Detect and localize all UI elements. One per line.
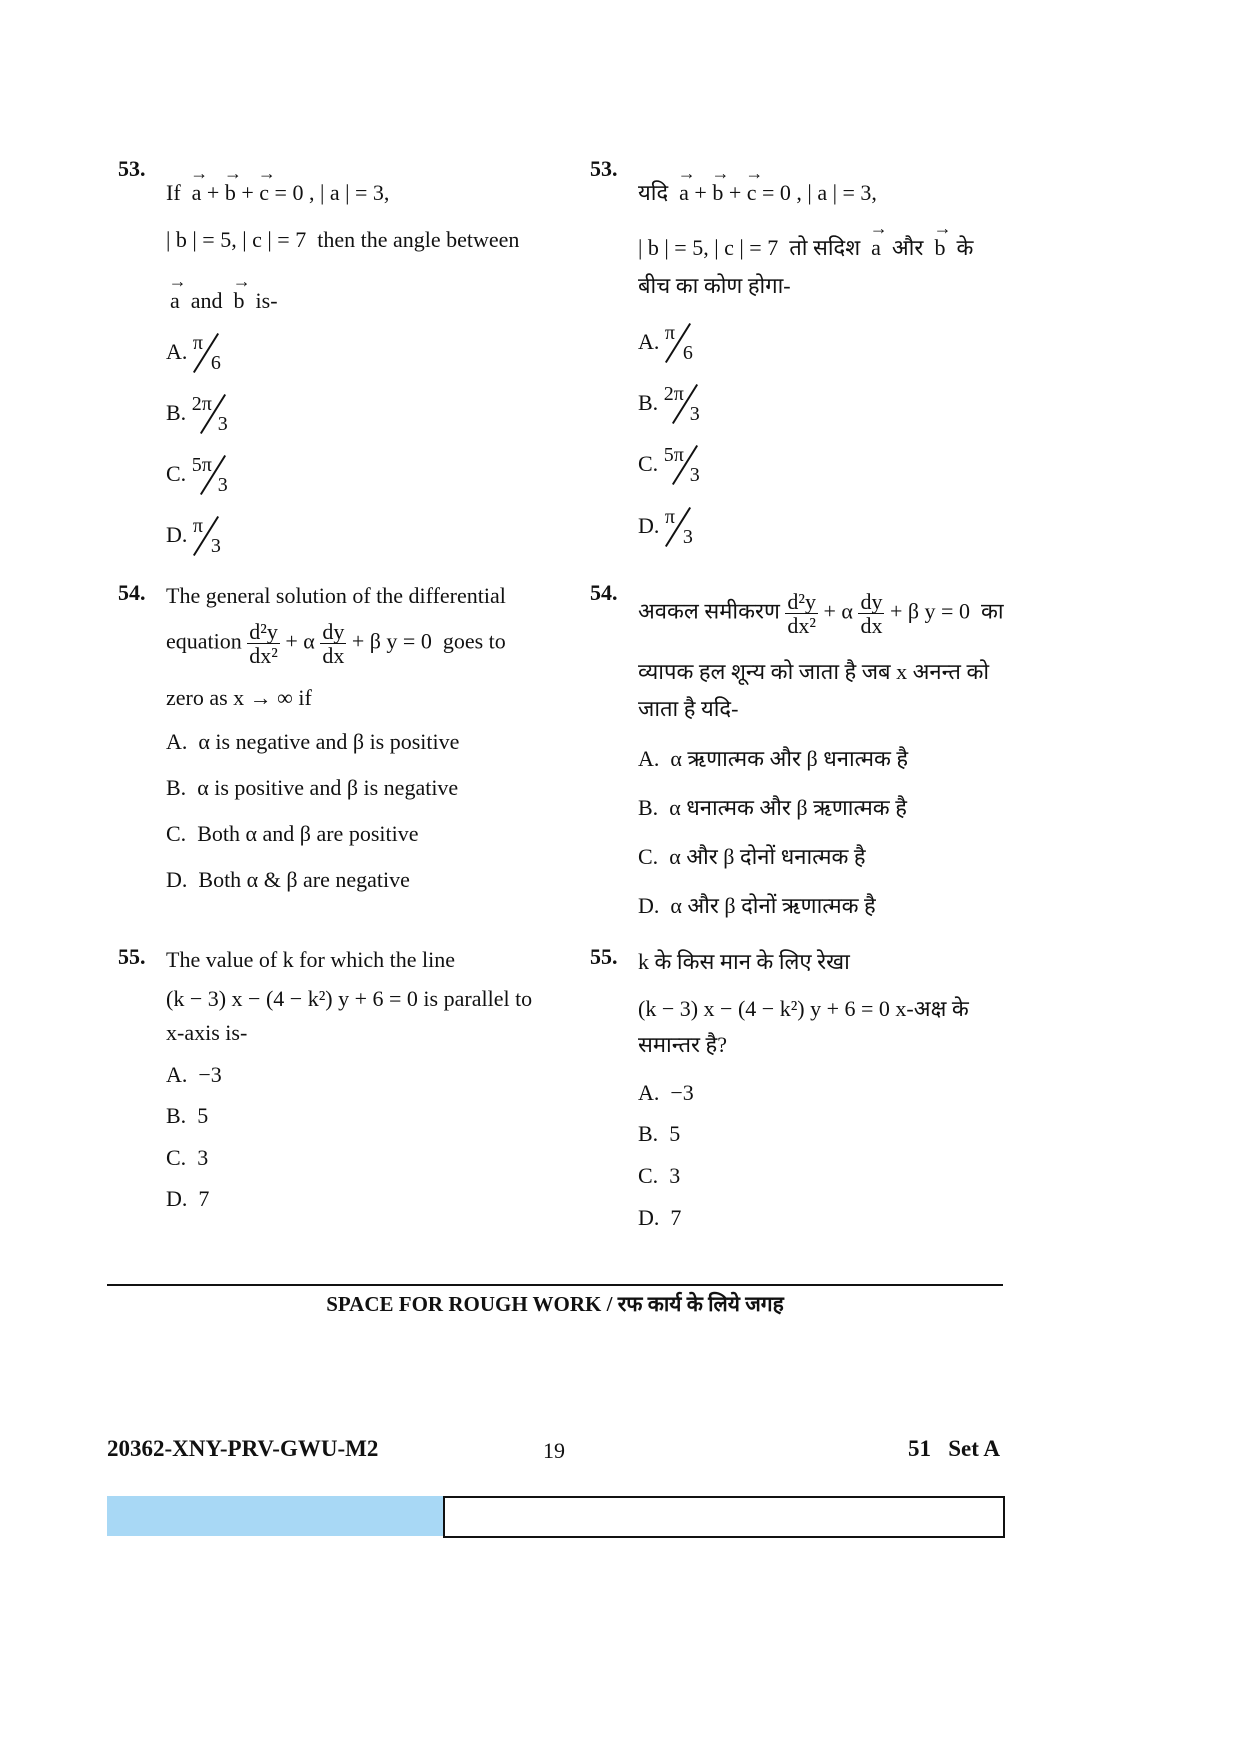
- paper-code: 20362-XNY-PRV-GWU-M2: [107, 1436, 379, 1461]
- option-d[interactable]: D. 7: [638, 1205, 682, 1230]
- option-a[interactable]: A. α is negative and β is positive: [166, 729, 460, 754]
- fraction: $\frac{\text{d²y}}{\text{dx²}}$: [249, 619, 278, 669]
- question-number: 54.: [118, 580, 146, 605]
- question-text: यदि → a + → b + → c = 0 , | a | = 3,: [638, 172, 877, 207]
- option-b[interactable]: B. 2π 3: [166, 393, 240, 437]
- set-label: 51 Set A: [908, 1436, 1000, 1461]
- fraction: 5π 3: [191, 454, 228, 496]
- option-d[interactable]: D. π 3: [638, 506, 703, 550]
- option-b[interactable]: B. 2π 3: [638, 383, 712, 427]
- option-c[interactable]: C. 3: [638, 1163, 681, 1188]
- fraction: $\frac{dy}{dx}$: [322, 619, 345, 669]
- question-text: (k − 3) x − (4 − k²) y + 6 = 0 x-अक्ष के: [638, 996, 969, 1021]
- divider: [107, 1284, 1003, 1286]
- option-d[interactable]: D. 7: [166, 1186, 210, 1211]
- option-a[interactable]: A. α ऋणात्मक और β धनात्मक है: [638, 746, 909, 771]
- page-number: 19: [543, 1438, 565, 1463]
- option-b[interactable]: B. 5: [166, 1103, 209, 1128]
- footer-empty-box: [443, 1496, 1005, 1538]
- question-text: | b | = 5, | c | = 7 तो सदिश → a और → b के: [638, 227, 973, 262]
- fraction: 5π 3: [663, 444, 700, 486]
- option-b[interactable]: B. α धनात्मक और β ऋणात्मक है: [638, 795, 907, 820]
- footer-color-bar: [107, 1496, 443, 1536]
- option-c[interactable]: C. α और β दोनों धनात्मक है: [638, 844, 866, 869]
- fraction: π 3: [664, 506, 693, 548]
- question-text: बीच का कोण होगा-: [638, 273, 791, 298]
- fraction: π 3: [192, 515, 221, 557]
- question-text: The value of k for which the line: [166, 947, 455, 972]
- question-number: 53.: [590, 156, 618, 181]
- question-text: k के किस मान के लिए रेखा: [638, 949, 850, 974]
- option-a[interactable]: A. −3: [166, 1062, 222, 1087]
- question-text: समान्तर है?: [638, 1032, 727, 1057]
- fraction: π 6: [664, 322, 693, 364]
- option-b[interactable]: B. α is positive and β is negative: [166, 775, 459, 800]
- question-text: If → a + → b + → c = 0 , | a | = 3,: [166, 172, 389, 206]
- option-c[interactable]: C. 3: [166, 1145, 209, 1170]
- option-a[interactable]: A. −3: [638, 1080, 694, 1105]
- fraction: 2π 3: [663, 383, 700, 425]
- option-c[interactable]: C. Both α and β are positive: [166, 821, 419, 846]
- question-text: | b | = 5, | c | = 7 then the angle between: [166, 227, 520, 252]
- fraction: π 6: [192, 332, 221, 374]
- fraction: $\frac{dy}{dx}$: [860, 589, 883, 639]
- question-number: 55.: [118, 944, 146, 969]
- option-d[interactable]: D. π 3: [166, 515, 231, 559]
- option-c[interactable]: C. 5π 3: [166, 454, 240, 498]
- option-c[interactable]: C. 5π 3: [638, 444, 712, 488]
- question-text: अवकल समीकरण $\frac{\text{d²y}}{\text{dx²}}$ + α $\frac{dy}{dx}$ + β y = 0 का: [638, 589, 1004, 639]
- question-text: zero as x → ∞ if: [166, 685, 312, 710]
- option-d[interactable]: D. Both α & β are negative: [166, 867, 410, 892]
- question-text: equation $\frac{\text{d²y}}{\text{dx²}}$ + α $\frac{dy}{dx}$ + β y = 0 goes to: [166, 619, 506, 669]
- option-a[interactable]: A. π 6: [166, 332, 231, 376]
- question-text: The general solution of the differential: [166, 583, 506, 608]
- question-text: (k − 3) x − (4 − k²) y + 6 = 0 is parallel to: [166, 986, 533, 1011]
- option-a[interactable]: A. π 6: [638, 322, 703, 366]
- question-text: x-axis is-: [166, 1020, 248, 1045]
- question-text: → a and → b is-: [170, 280, 278, 314]
- option-b[interactable]: B. 5: [638, 1121, 681, 1146]
- question-number: 53.: [118, 156, 146, 181]
- question-text: व्यापक हल शून्य को जाता है जब x अनन्त को: [638, 659, 990, 684]
- question-number: 54.: [590, 580, 618, 605]
- rough-work-label: SPACE FOR ROUGH WORK / रफ कार्य के लिये जगह: [326, 1292, 784, 1316]
- fraction: 2π 3: [191, 393, 228, 435]
- question-text: जाता है यदि-: [638, 696, 739, 721]
- question-number: 55.: [590, 944, 618, 969]
- fraction: $\frac{\text{d²y}}{\text{dx²}}$: [787, 589, 816, 639]
- option-d[interactable]: D. α और β दोनों ऋणात्मक है: [638, 893, 876, 918]
